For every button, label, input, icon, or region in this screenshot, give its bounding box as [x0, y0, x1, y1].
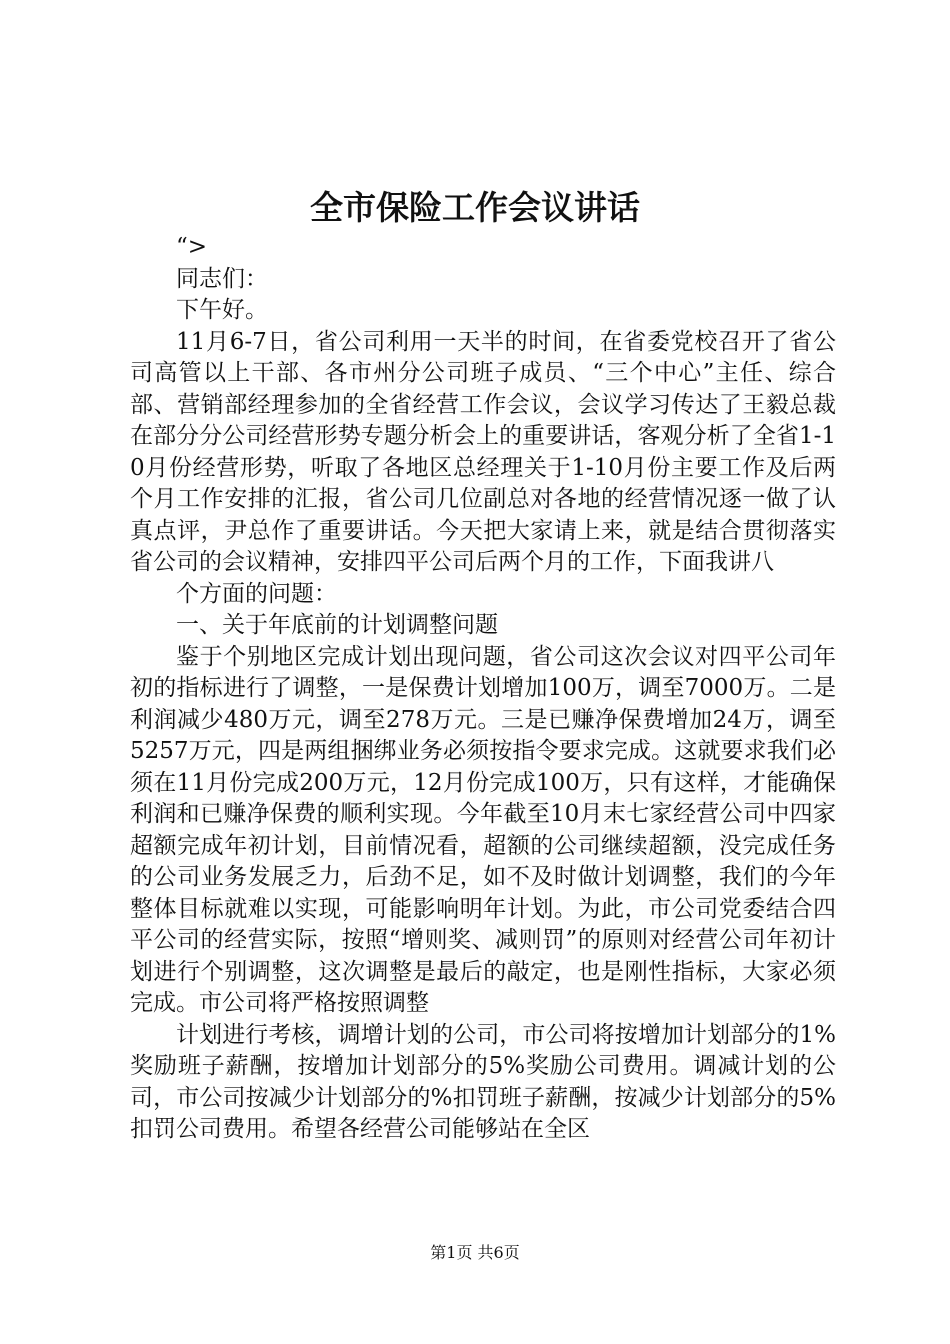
paragraph-quote-mark: “>: [176, 234, 208, 260]
paragraph-intro: 11月6-7日，省公司利用一天半的时间，在省委党校召开了省公司高管以上干部、各市州分公司班子成员、“三个中心”主任、综合部、营销部经理参加的全省经营工作会议，会议学习传达了王毅总裁在部分分公司经营形势专题分析会上的重要讲话，客观分析了全省1-10月份经营形势，听取了各地区总经理关于1-10月份主要工作及后两个月工作安排的汇报，省公司几位副总对各地的经营情况逐一做了认真点评，尹总作了重要讲话。今天把大家请上来，就是结合贯彻落实省公司的会议精神，安排四平公司后两个月的工作，下面我讲八: [130, 328, 836, 575]
section-heading-1: 一、关于年底前的计划调整问题: [176, 612, 498, 638]
paragraph-salutation: 同志们：: [176, 265, 268, 292]
document-body: [130, 232, 836, 1146]
paragraph-assessment: 计划进行考核，调增计划的公司，市公司将按增加计划部分的1%奖励班子薪酬，按增加计划部分的5%奖励公司费用。调减计划的公司，市公司按减少计划部分的%扣罚班子薪酬，按减少计划部分的5%扣罚公司费用。希望各经营公司能够站在全区: [130, 1021, 836, 1142]
paragraph-topics: 个方面的问题：: [176, 580, 337, 607]
paragraph-plan-adjustment: 鉴于个别地区完成计划出现问题，省公司这次会议对四平公司年初的指标进行了调整，一是保费计划增加100万，调至7000万。二是利润减少480万元，调至278万元。三是已赚净保费增加24万，调至5257万元，四是两组捆绑业务必须按指令要求完成。这就要求我们必须在11月份完成200万元，12月份完成100万，只有这样，才能确保利润和已赚净保费的顺利实现。今年截至10月末七家经营公司中四家超额完成年初计划，目前情况看，超额的公司继续超额，没完成任务的公司业务发展乏力，后劲不足，如不及时做计划调整，我们的今年整体目标就难以实现，可能影响明年计划。为此，市公司党委结合四平公司的经营实际，按照“增则奖、减则罚”的原则对经营公司年初计划进行个别调整，这次调整是最后的敲定，也是刚性指标，大家必须完成。市公司将严格按照调整: [130, 643, 836, 1016]
paragraph-greeting: 下午好。: [176, 297, 268, 323]
document-title: 全市保险工作会议讲话: [310, 188, 640, 227]
page-footer: 第1页 共6页: [430, 1243, 520, 1262]
